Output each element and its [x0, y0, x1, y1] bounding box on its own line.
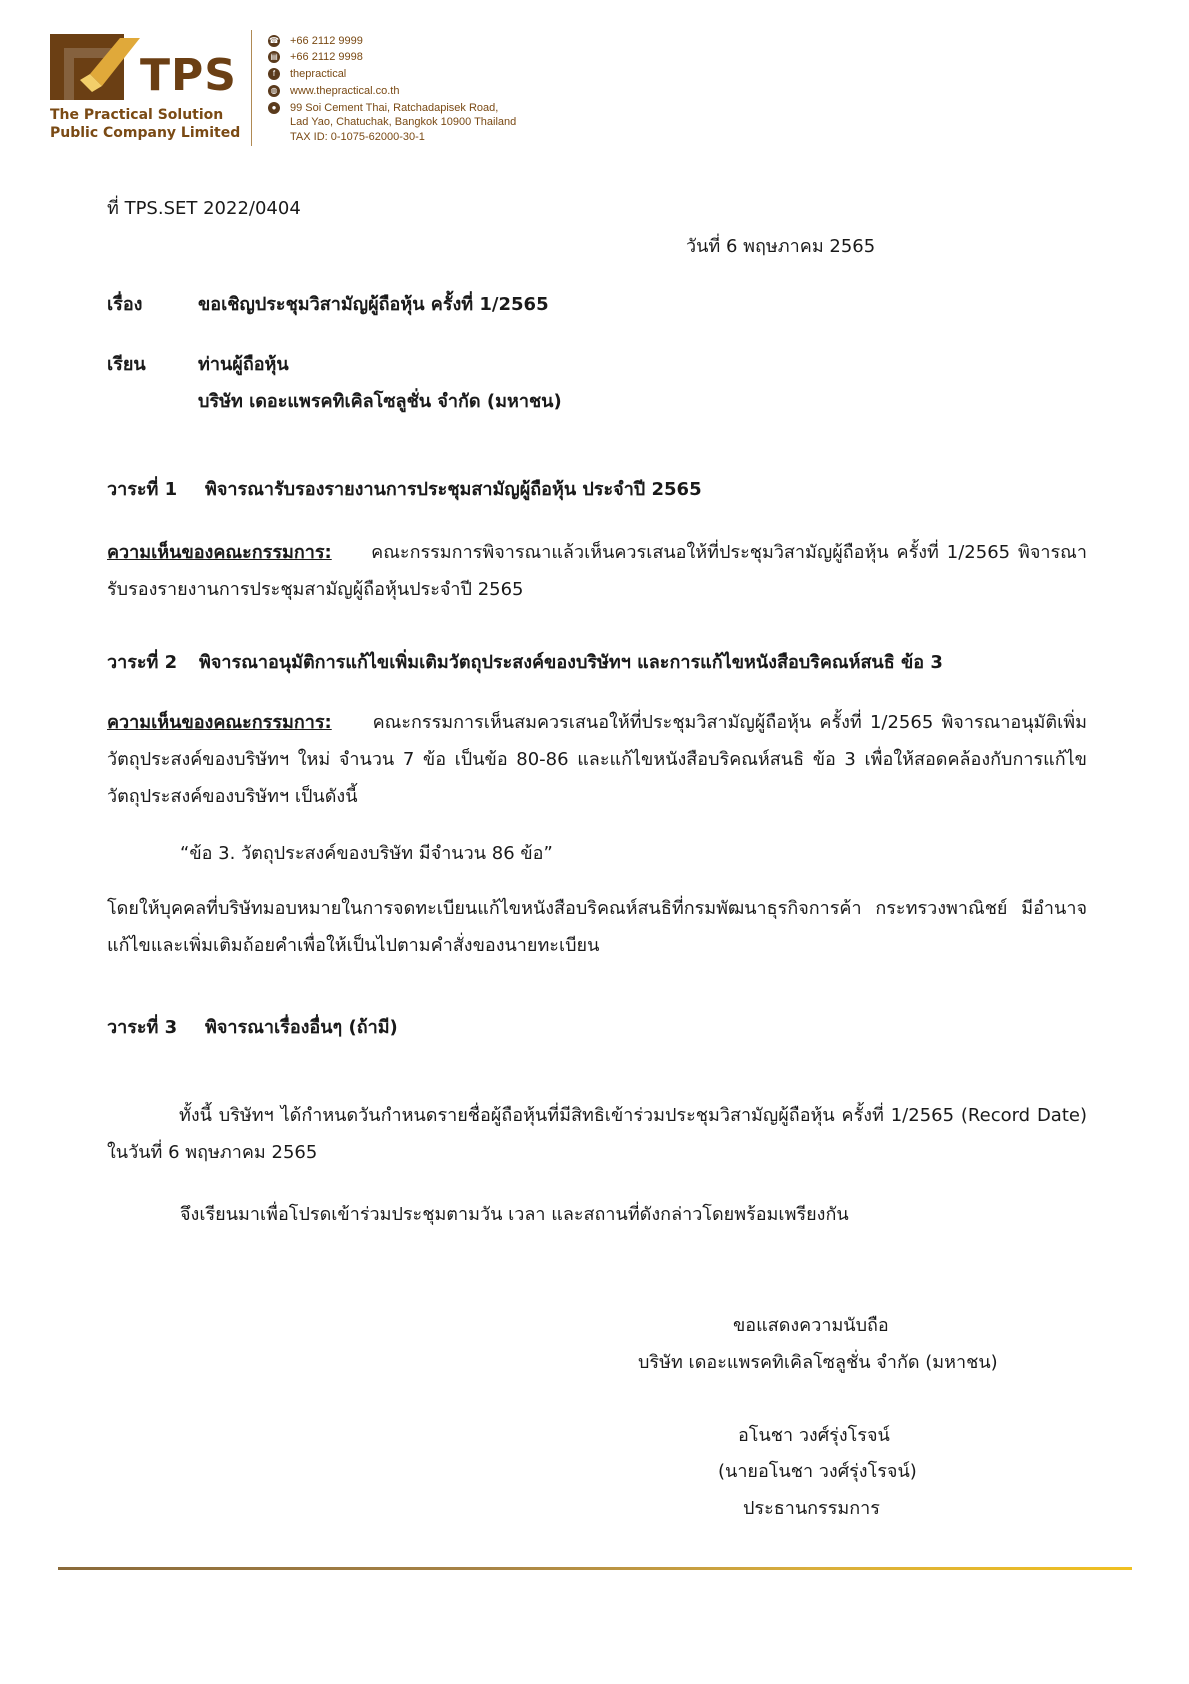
- company-name-en-line2: Public Company Limited: [50, 125, 241, 141]
- agenda-3-label: วาระที่ 3: [107, 1017, 178, 1038]
- agenda-1-label: วาระที่ 1: [107, 479, 178, 500]
- footer-divider: [58, 1567, 1132, 1570]
- regards: ขอแสดงความนับถือ: [733, 1315, 889, 1336]
- agenda-2-quote: “ข้อ 3. วัตถุประสงค์ของบริษัท มีจำนวน 86 ข้อ”: [180, 843, 553, 864]
- to-line1: ท่านผู้ถือหุ้น: [198, 354, 289, 375]
- letter-date: วันที่ 6 พฤษภาคม 2565: [686, 236, 876, 257]
- signature: อโนชา วงศ์รุ่งโรจน์: [738, 1425, 890, 1446]
- logo-text: TPS: [140, 50, 237, 101]
- agenda-2-note: โดยให้บุคคลที่บริษัทมอบหมายในการจดทะเบียนแก้ไขหนังสือบริคณห์สนธิที่กรมพัฒนาธุรกิจการค้า กระทรวงพาณิชย์ มีอำนาจแก้ไขและเพิ่มเติมถ้อยคำเพื่อให้เป็นไปตามคำสั่งของนายทะเบียน: [107, 898, 1087, 956]
- to-label: เรียน: [107, 354, 146, 375]
- subject-text: ขอเชิญประชุมวิสามัญผู้ถือหุ้น ครั้งที่ 1/2565: [198, 294, 549, 315]
- fax-icon: ▤: [268, 51, 280, 63]
- globe-icon: ◍: [268, 85, 280, 97]
- record-date-paragraph: ทั้งนี้ บริษัทฯ ได้กำหนดวันกำหนดรายชื่อผู้ถือหุ้นที่มีสิทธิเข้าร่วมประชุมวิสามัญผู้ถือหุ้น ครั้งที่ 1/2565 (Record Date) ในวันที่ 6 พฤษภาคม 2565: [107, 1105, 1087, 1163]
- company-name-en-line1: The Practical Solution: [50, 107, 224, 123]
- agenda-1-opinion-text: คณะกรรมการพิจารณาแล้วเห็นควรเสนอให้ที่ประชุมวิสามัญผู้ถือหุ้น ครั้งที่ 1/2565 พิจารณารับรองรายงานการประชุมสามัญผู้ถือหุ้นประจำปี 2565: [107, 542, 1087, 600]
- agenda-1-opinion-label: ความเห็นของคณะกรรมการ:: [107, 542, 332, 563]
- header-divider: [251, 30, 252, 146]
- agenda-1-title: พิจารณารับรองรายงานการประชุมสามัญผู้ถือหุ้น ประจำปี 2565: [205, 479, 702, 500]
- tps-logo-icon: [50, 34, 140, 100]
- agenda-3-title: พิจารณาเรื่องอื่นๆ (ถ้ามี): [205, 1017, 398, 1038]
- agenda-2-opinion-text: คณะกรรมการเห็นสมควรเสนอให้ที่ประชุมวิสามัญผู้ถือหุ้น ครั้งที่ 1/2565 พิจารณาอนุมัติเพิ่มวัตถุประสงค์ของบริษัทฯ ใหม่ จำนวน 7 ข้อ เป็นข้อ 80-86 และแก้ไขหนังสือบริคณห์สนธิ ข้อ 3 เพื่อให้สอดคล้องกับการแก้ไขวัตถุประสงค์ของบริษัทฯ เป็นดังนี้: [107, 712, 1087, 807]
- agenda-2-opinion: [107, 704, 1087, 815]
- company-name-th: บริษัท เดอะแพรคทิเคิลโซลูชั่น จำกัด (มหาชน): [638, 1352, 998, 1373]
- agenda-1-opinion: [107, 534, 1087, 608]
- tax-id: TAX ID: 0-1075-62000-30-1: [290, 131, 425, 143]
- letter-reference: ที่ TPS.SET 2022/0404: [107, 198, 301, 219]
- address-line2: Lad Yao, Chatuchak, Bangkok 10900 Thailand: [290, 116, 517, 128]
- agenda-2-opinion-label: ความเห็นของคณะกรรมการ:: [107, 712, 332, 733]
- invite-paragraph: จึงเรียนมาเพื่อโปรดเข้าร่วมประชุมตามวัน เวลา และสถานที่ดังกล่าวโดยพร้อมเพรียงกัน: [180, 1204, 849, 1225]
- to-line2: บริษัท เดอะแพรคทิเคิลโซลูชั่น จำกัด (มหาชน): [198, 391, 562, 412]
- agenda-2-title: พิจารณาอนุมัติการแก้ไขเพิ่มเติมวัตถุประสงค์ของบริษัทฯ และการแก้ไขหนังสือบริคณห์สนธิ ข้อ 3: [199, 652, 943, 673]
- subject-label: เรื่อง: [107, 294, 143, 315]
- facebook-icon: f: [268, 68, 280, 80]
- signer-name: (นายอโนชา วงศ์รุ่งโรจน์): [718, 1461, 917, 1482]
- agenda-2-label: วาระที่ 2: [107, 652, 178, 673]
- signer-title: ประธานกรรมการ: [743, 1498, 880, 1519]
- phone-icon: ☎: [269, 36, 279, 45]
- location-icon: ●: [268, 102, 280, 114]
